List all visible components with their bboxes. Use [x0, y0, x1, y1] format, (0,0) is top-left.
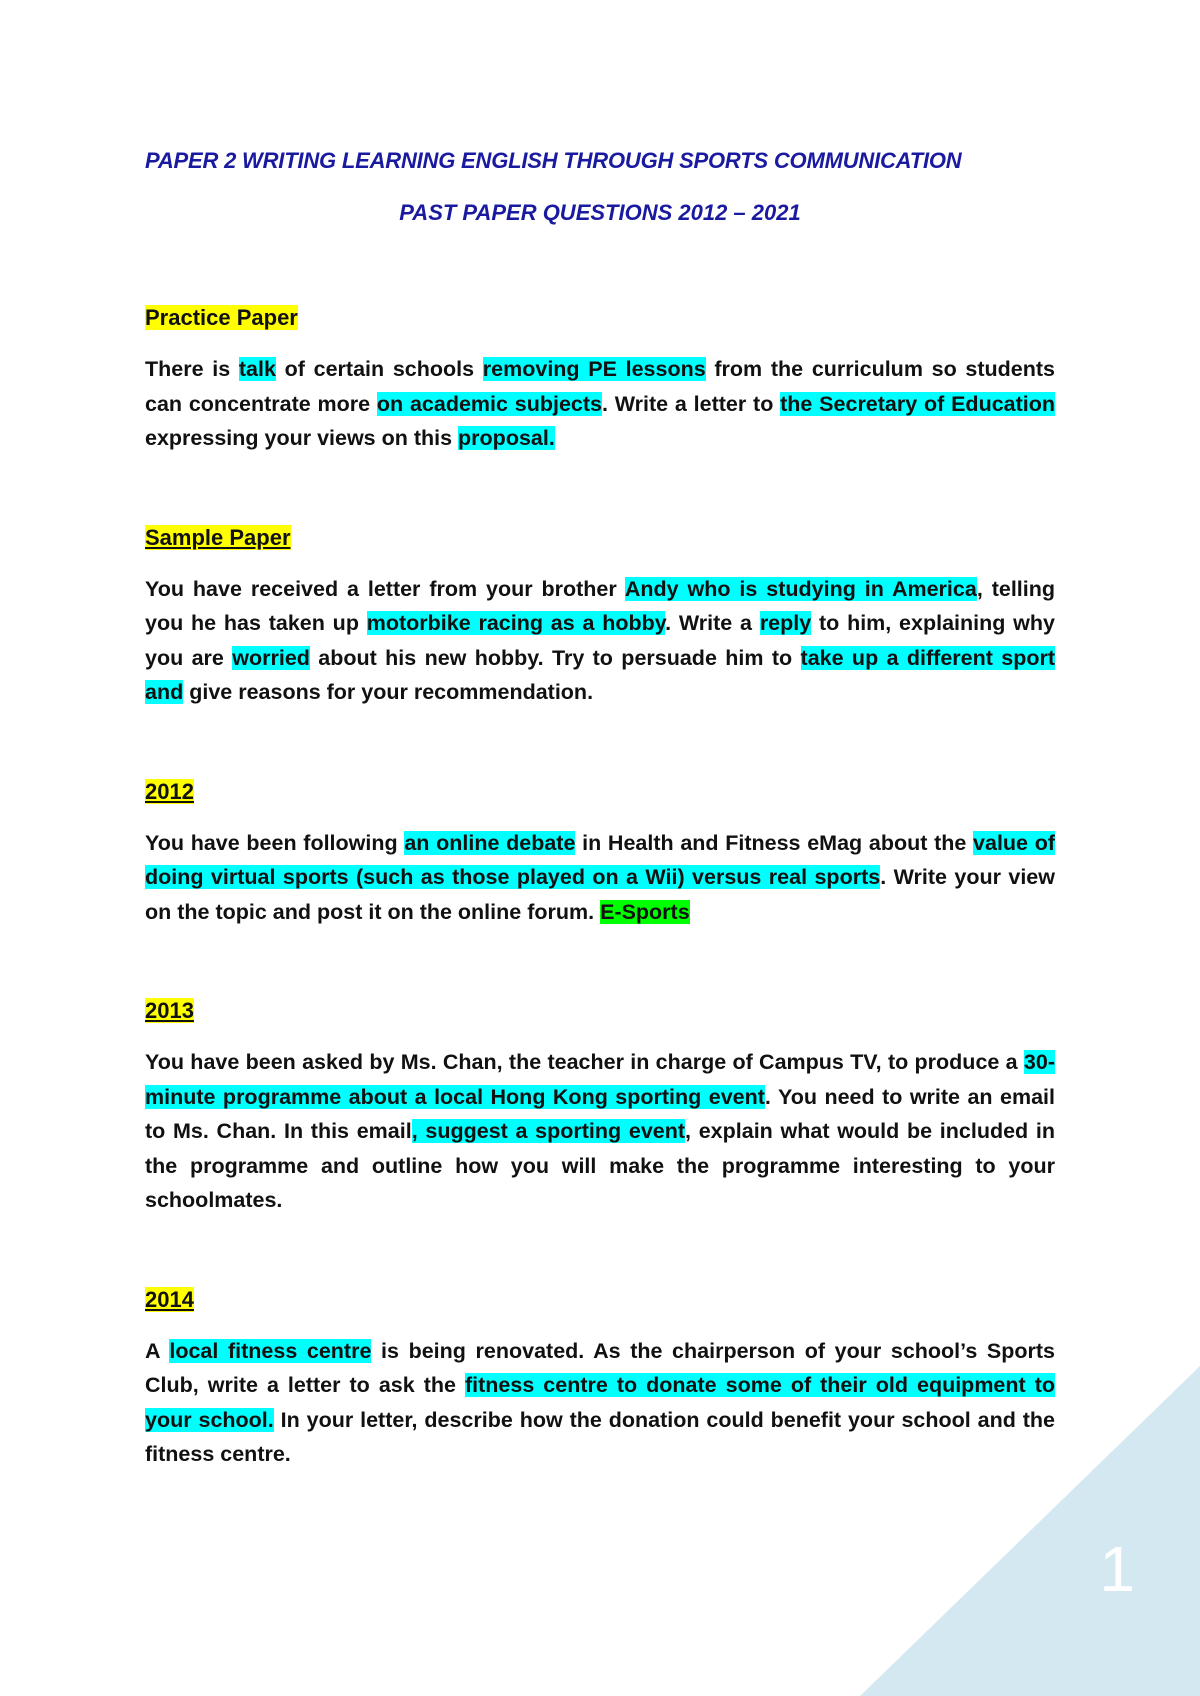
- section-heading: 2012: [145, 778, 194, 804]
- esports-tag: E-Sports: [600, 899, 690, 924]
- page-title: PAPER 2 WRITING LEARNING ENGLISH THROUGH SPORTS COMMUNICATION: [145, 148, 962, 173]
- page-subtitle: PAST PAPER QUESTIONS 2012 – 2021: [399, 200, 801, 225]
- question-text: There is talk of certain schools removing PE lessons from the curriculum so students can concentrate more on academic subjects. Write a letter to the Secretary of Education expressing your views on this proposal.: [145, 357, 1056, 450]
- title-block: [145, 148, 1055, 226]
- question-text: You have been asked by Ms. Chan, the teacher in charge of Campus TV, to produce a 30-minute programme about a local Hong Kong sporting event. You need to write an email to Ms. Chan. In this email, suggest a sporting event, explain what would be included in the programme and outline how you will make the programme interesting to your schoolmates.: [145, 1050, 1056, 1212]
- section-2014: [145, 1284, 1055, 1472]
- section-heading: Practice Paper: [145, 305, 298, 330]
- question-text: You have been following an online debate in Health and Fitness eMag about the value of doing virtual sports (such as those played on a Wii) versus real sports. Write your view on the topic and post it on the online forum. E-Sports: [145, 830, 1055, 924]
- section-practice-paper: [145, 302, 1055, 456]
- question-text: A local fitness centre is being renovated. As the chairperson of your school’s Sports Club, write a letter to ask the fitness centre to donate some of their old equipment to your school. In your letter, describe how the donation could benefit your school and the fitness centre.: [145, 1338, 1056, 1466]
- section-heading: 2013: [145, 998, 194, 1023]
- section-heading: Sample Paper: [145, 524, 291, 550]
- question-text: You have received a letter from your brother Andy who is studying in America, telling you he has taken up motorbike racing as a hobby. Write a reply to him, explaining why you are worried about his new hobby. Try to persuade him to take up a different sport and give reasons for your recommendation.: [145, 576, 1056, 704]
- page-number: 1: [1099, 1533, 1135, 1605]
- section-2013: [145, 995, 1055, 1218]
- section-heading: 2014: [145, 1286, 194, 1312]
- questions-content: [145, 302, 1055, 1472]
- section-sample-paper: [145, 522, 1055, 710]
- section-2012: [145, 776, 1055, 930]
